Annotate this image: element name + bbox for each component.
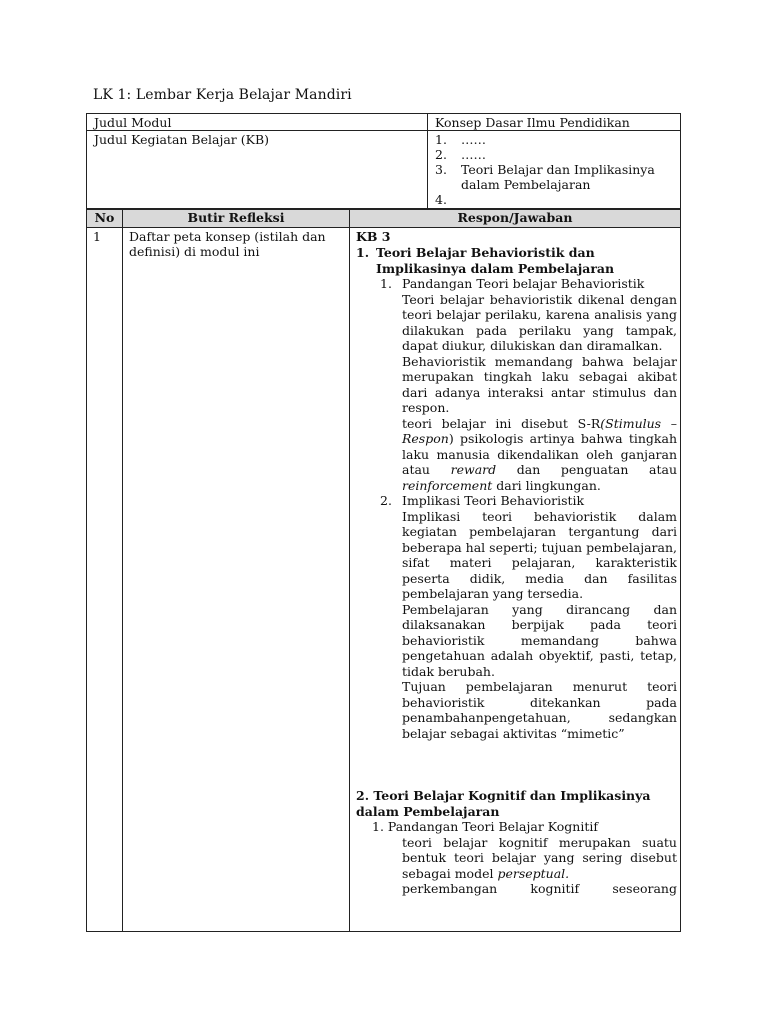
paragraph: Behavioristik memandang bahwa belajar merupakan tingkah laku sebagai akibat dari adanya interaksi antar stimulus dan respon. [402, 353, 677, 415]
section-1-title: Teori Belajar Behavioristik dan Implikasinya dalam Pembelajaran [376, 245, 615, 276]
text-run-italic: (Stimulus – Respon [402, 415, 677, 446]
paragraph [402, 416, 677, 494]
kb-list-text: Teori Belajar dan Implikasinya dalam Pembelajaran [461, 162, 655, 192]
text-run: teori belajar ini disebut S-R [402, 415, 601, 431]
section-1-heading [356, 245, 677, 276]
kb-list-cell [428, 131, 681, 209]
text-run: teori belajar kognitif merupakan suatu bentuk teori belajar yang sering disebut sebagai model [402, 834, 677, 881]
subsection-1a-title: Pandangan Teori belajar Behavioristik [402, 276, 645, 291]
kb-list-num: 3. [435, 162, 447, 177]
kb-list-item [435, 162, 674, 192]
module-title-label: Judul Modul [87, 114, 428, 131]
paragraph: Teori belajar behavioristik dikenal dengan teori belajar perilaku, karena analisis yang dilakukan pada perilaku yang tampak, dapat diukur, dilukiskan dan diramalkan. [402, 291, 677, 353]
subsection-1b-title: Implikasi Teori Behavioristik [402, 493, 585, 508]
reflection-table [86, 209, 681, 932]
kb-list-item [435, 147, 674, 162]
subsection-2a [356, 835, 677, 897]
subsection-1b [356, 493, 677, 741]
text-run: dan penguatan atau [496, 462, 677, 477]
header-no: No [87, 210, 123, 228]
reflection-header-row [87, 210, 681, 228]
response-content [356, 229, 677, 931]
section-1-number: 1. [356, 245, 370, 260]
kb-title-row [87, 131, 681, 209]
text-run-italic: reinforcement [402, 477, 493, 493]
paragraph: perkembangan kognitif seseorang [402, 881, 677, 896]
row-number: 1 [87, 228, 123, 932]
kb-list-text: …… [461, 147, 486, 162]
paragraph: Tujuan pembelajaran menurut teori behavioristik ditekankan pada penambahanpengetahuan, sedangkan belajar sebagai aktivitas “mimetic” [402, 679, 677, 741]
page-title: LK 1: Lembar Kerja Belajar Mandiri [93, 87, 352, 103]
kb-list [435, 132, 674, 207]
header-respon: Respon/Jawaban [350, 210, 681, 228]
section-2-heading: 2. Teori Belajar Kognitif dan Implikasinya dalam Pembelajaran [356, 788, 651, 819]
kb-list-num: 1. [435, 132, 447, 147]
text-run-italic: perseptual. [497, 865, 570, 881]
subsection-1a [356, 276, 677, 493]
kb-list-num: 2. [435, 147, 447, 162]
text-run: dari lingkungan. [492, 477, 601, 493]
paragraph: Implikasi teori behavioristik dalam kegiatan pembelajaran tergantung dari beberapa hal seperti; tujuan pembelajaran, sifat materi pelajaran, karakteristik peserta didik, media dan fasilitas pembelajaran yang tersedia. [402, 508, 677, 601]
kb-title-label: Judul Kegiatan Belajar (KB) [87, 131, 428, 209]
kb-heading: KB 3 [356, 229, 391, 244]
subsection-2a-title: 1. Pandangan Teori Belajar Kognitif [372, 819, 599, 834]
subsection-1b-number: 2. [380, 493, 392, 508]
kb-list-text: …… [461, 132, 486, 147]
paragraph: Pembelajaran yang dirancang dan dilaksanakan berpijak pada teori behavioristik memandang bahwa pengetahuan adalah obyektif, pasti, tetap, tidak berubah. [402, 601, 677, 679]
kb-list-num: 4. [435, 192, 447, 207]
row-butir: Daftar peta konsep (istilah dan definisi) di modul ini [123, 228, 350, 932]
module-title-row [87, 114, 681, 131]
module-info-table [86, 113, 681, 209]
kb-list-item [435, 132, 674, 147]
row-respon [350, 228, 681, 932]
paragraph [402, 835, 677, 882]
header-butir: Butir Refleksi [123, 210, 350, 228]
module-title-value: Konsep Dasar Ilmu Pendidikan [428, 114, 681, 131]
text-run-italic: reward [450, 462, 497, 477]
table-row [87, 228, 681, 932]
subsection-1a-number: 1. [380, 276, 392, 291]
text-run: ) psikologis artinya bahwa tingkah laku manusia dikendalikan oleh ganjaran atau [402, 431, 677, 477]
